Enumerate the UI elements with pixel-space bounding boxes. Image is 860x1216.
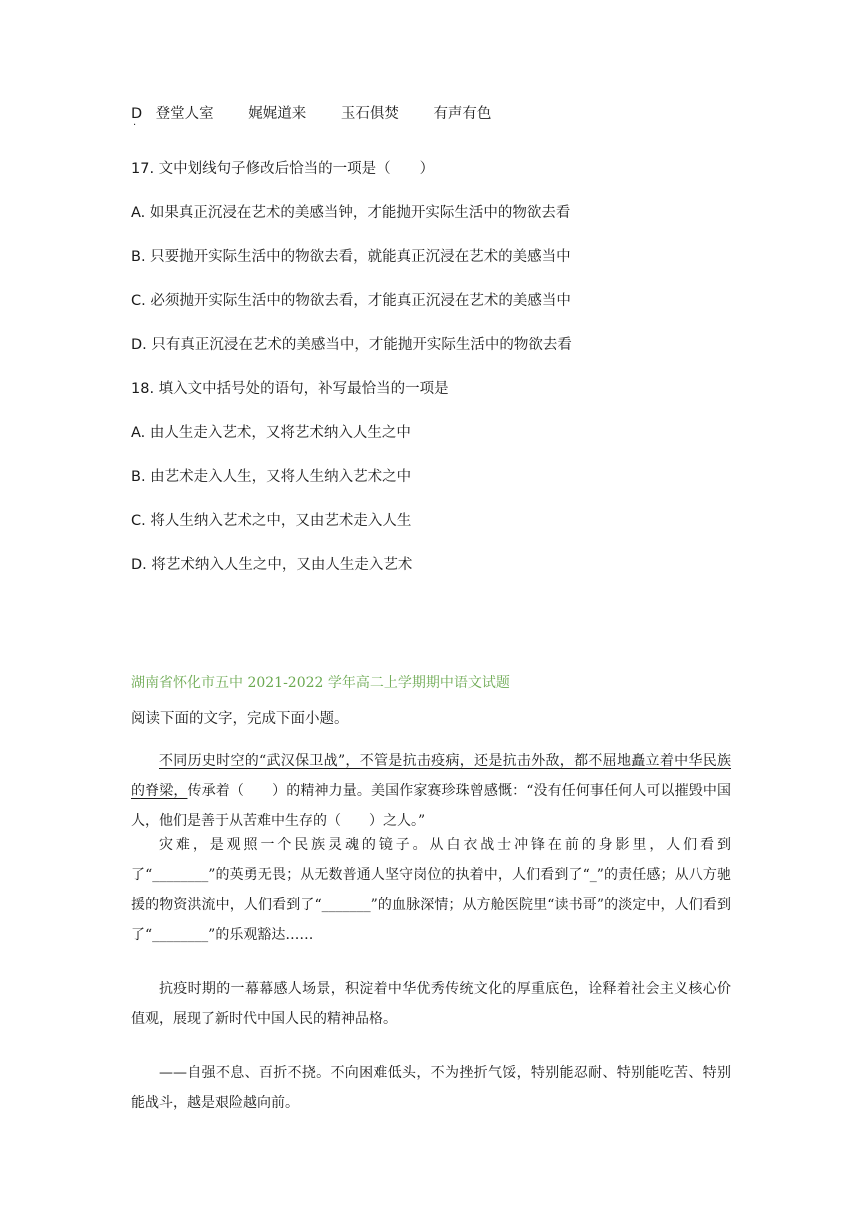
q18-stem: 18. 填入文中括号处的语句，补写最恰当的一项是 [131,381,449,397]
source-title: 湖南省怀化市五中 2021-2022 学年高二上学期期中语文试题 [131,675,510,691]
q17-option-b: B. 只要抛开实际生活中的物欲去看，就能真正沉浸在艺术的美感当中 [131,249,571,265]
reading-instruction: 阅读下面的文字，完成下面小题。 [131,711,349,727]
q18-option-a: A. 由人生走入艺术，又将艺术纳入人生之中 [131,425,411,441]
passage-paragraph-4: ——自强不息、百折不挠。不向困难低头，不为挫折气馁，特别能忍耐、特别能吃苦、特别能战斗，越是艰险越向前。 [131,1065,731,1111]
paragraph-1-rest: 传承着（ ）的精神力量。美国作家赛珍珠曾感慨：“没有任何事任何人可以摧毁中国人，他们是善于从苦难中生存的（ ）之人。” [131,783,732,829]
idiom-3: 玉石俱焚 [340,106,399,122]
q17-option-d: D. 只有真正沉浸在艺术的美感当中，才能抛开实际生活中的物欲去看 [131,337,572,353]
underlined-sentence: 不同历史时空的“武汉保卫战”，不管是抗击疫病，还是抗击外敌，都不屈地矗立着中华民族的脊梁， [131,753,731,799]
q17-option-c: C. 必须抛开实际生活中的物欲去看，才能真正沉浸在艺术的美感当中 [131,293,571,309]
q17-option-a: A. 如果真正沉浸在艺术的美感当钟，才能抛开实际生活中的物欲去看 [131,205,571,221]
idiom-1: 登堂人室 [155,106,214,122]
passage-paragraph-3: 抗疫时期的一幕幕感人场景，积淀着中华优秀传统文化的厚重底色，诠释着社会主义核心价值观，展现了新时代中国人民的精神品格。 [131,981,731,1027]
q16-option-d [131,104,492,131]
idiom-4: 有声有色 [433,106,492,122]
passage-paragraph-1 [131,746,731,836]
q18-option-b: B. 由艺术走入人生，又将人生纳入艺术之中 [131,469,412,485]
passage-paragraph-2: 灾难，是观照一个民族灵魂的镜子。从白衣战士冲锋在前的身影里，人们看到了“________”的英勇无畏；从无数普通人坚守岗位的执着中，人们看到了“_”的责任感；从八方驰援的物资洪流中，人们看到了“_______”的血脉深情；从方舱医院里“读书哥”的淡定中，人们看到了“________”的乐观豁达…… [131,837,731,943]
q17-stem: 17. 文中划线句子修改后恰当的一项是（ ） [131,161,435,177]
q18-option-d: D. 将艺术纳入人生之中，又由人生走入艺术 [131,557,413,573]
idiom-2: 娓娓道来 [248,106,307,122]
option-letter: D · [131,106,143,131]
q18-option-c: C. 将人生纳入艺术之中，又由艺术走入人生 [131,513,412,529]
